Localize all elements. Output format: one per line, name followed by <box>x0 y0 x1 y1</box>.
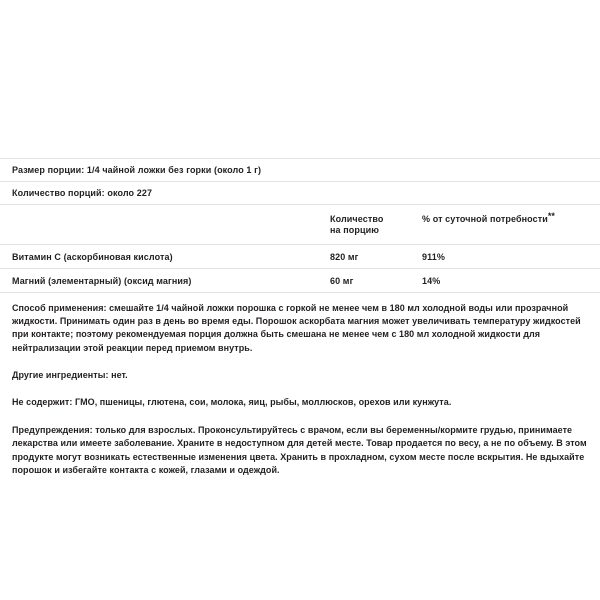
warnings-paragraph: Предупреждения: только для взрослых. Проконсультируйтесь с врачом, если вы беременны/кормите грудью, принимаете лекарства или имеете заболевание. Храните в недоступном для детей месте. Товар продается по весу, а не по объему. В этом продукте могут возникать естественные изменения цвета. Хранить в прохладном, сухом месте после вскрытия. Не вдыхайте порошок и избегайте контакта с кожей, глазами и одеждой. <box>12 425 587 475</box>
table-row <box>0 269 600 292</box>
directions-paragraph: Способ применения: смешайте 1/4 чайной ложки порошка с горкой не менее чем в 180 мл холодной воды или прозрачной жидкости. Принимать один раз в день во время еды. Порошок аскорбата магния может увеличивать температуру жидкостей при контакте; поэтому рекомендуемая порция должна быть смешана не менее чем с 180 мл холодной жидкости для нейтрализации этой реакции перед приемом внутрь. <box>12 303 581 353</box>
header-amount-per-serving-label: Количество на порцию <box>330 214 384 235</box>
nutrient-amount: 820 мг <box>330 252 359 262</box>
serving-size-text: Размер порции: 1/4 чайной ложки без горки (около 1 г) <box>12 165 262 175</box>
nutrient-amount: 60 мг <box>330 276 354 286</box>
prose-section <box>0 293 600 477</box>
other-ingredients-paragraph: Другие ингредиенты: нет. <box>12 369 128 380</box>
nutrient-name: Витамин С (аскорбиновая кислота) <box>12 252 173 262</box>
nutrient-daily-value: 911% <box>422 252 445 262</box>
table-header-row <box>0 205 600 244</box>
table-row <box>0 245 600 268</box>
free-from-paragraph: Не содержит: ГМО, пшеницы, глютена, сои, молока, яиц, рыбы, моллюсков, орехов или кунжута. <box>12 397 452 408</box>
spacer <box>12 293 588 302</box>
servings-per-container-text: Количество порций: около 227 <box>12 188 153 198</box>
servings-per-container-row <box>0 182 600 204</box>
spacer <box>12 409 588 424</box>
header-amount-per-serving <box>330 214 422 236</box>
header-daily-value <box>422 211 588 225</box>
serving-size-row <box>0 159 600 181</box>
top-whitespace <box>0 0 600 158</box>
nutrient-name: Магний (элементарный) (оксид магния) <box>12 276 192 286</box>
daily-value-footnote-marker: ** <box>547 211 555 221</box>
nutrient-daily-value: 14% <box>422 276 441 286</box>
spacer <box>12 355 588 369</box>
spacer <box>12 382 588 396</box>
header-daily-value-label: % от суточной потребности <box>422 214 548 224</box>
